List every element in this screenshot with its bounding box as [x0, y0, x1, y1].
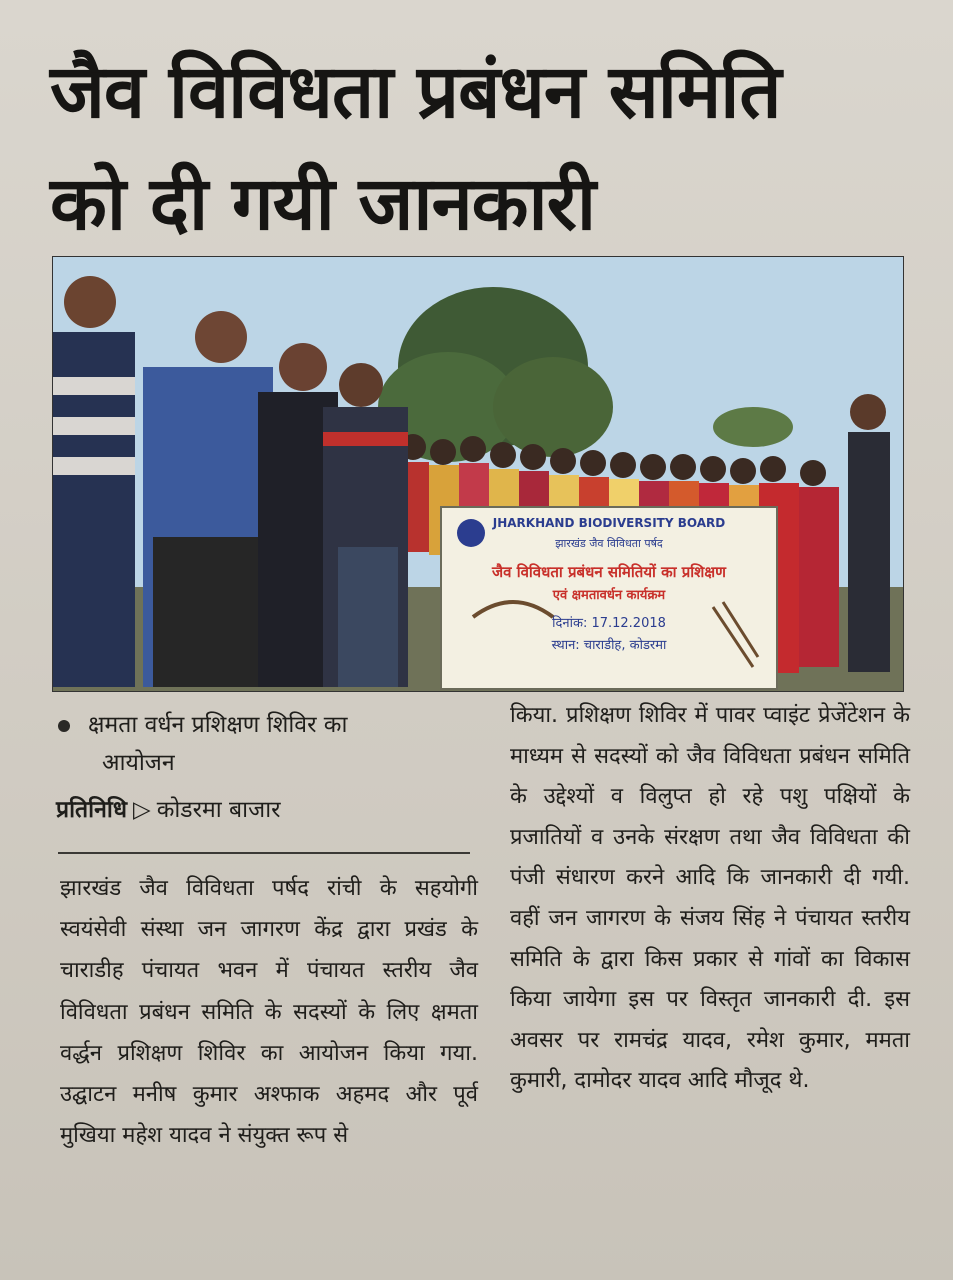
byline-author: प्रतिनिधि [56, 797, 127, 823]
caption-line-1: क्षमता वर्धन प्रशिक्षण शिविर का [88, 712, 348, 738]
article-text-right: किया. प्रशिक्षण शिविर में पावर प्वाइंट प्रेजेंटेशन के माध्यम से सदस्यों को जैव विविधता प्रबंधन समिति के उद्देश्यों व विलुप्त हो रहे पशु पक्षियों के प्रजातियों व उनके संरक्षण तथा जैव विविधता की पंजी संधारण करने आदि कि जानकारी दी गयी. वहीं जन जागरण के संजय सिंह ने पंचायत स्तरीय समिति के द्वारा किस प्रकार से गांवों का विकास किया जायेगा इस पर विस्तृत जानकारी दी. इस अवसर पर रामचंद्र यादव, रमेश कुमार, ममता कुमारी, दामोदर यादव आदि मौजूद थे. [510, 703, 910, 1094]
caption-line-2: आयोजन [102, 750, 175, 776]
banner-line-6: स्थान: चाराडीह, कोडरमा [551, 638, 667, 653]
event-banner [441, 507, 777, 689]
banner-line-1: JHARKHAND BIODIVERSITY BOARD [492, 516, 726, 530]
headline [50, 36, 910, 260]
divider [58, 852, 470, 854]
triangle-right-icon: ▷ [132, 797, 151, 823]
banner-line-5: दिनांक: 17.12.2018 [552, 616, 666, 631]
article-text-left: झारखंड जैव विविधता पर्षद रांची के सहयोगी स्वयंसेवी संस्था जन जागरण केंद्र द्वारा प्रखंड के चाराडीह पंचायत भवन में पंचायत स्तरीय जैव विविधता प्रबंधन समिति के सदस्यों के लिए क्षमता वर्द्धन प्रशिक्षण शिविर का आयोजन किया गया. उद्घाटन मनीष कुमार अश्फाक अहमद और पूर्व मुखिया महेश यादव ने संयुक्त रूप से [60, 876, 478, 1149]
byline [56, 792, 281, 824]
banner-line-4: एवं क्षमतावर्धन कार्यक्रम [552, 588, 666, 603]
headline-line-2: को दी गयी जानकारी [50, 161, 596, 247]
bullet-icon [58, 720, 70, 732]
group-photo-illustration [53, 257, 903, 691]
banner-line-3: जैव विविधता प्रबंधन समितियों का प्रशिक्षण [492, 563, 726, 581]
banner-line-2: झारखंड जैव विविधता पर्षद [555, 537, 663, 550]
article-column-left [60, 868, 478, 1156]
photo-caption [58, 706, 478, 782]
byline-place: कोडरमा बाजार [156, 797, 281, 823]
article-column-right [510, 696, 910, 1102]
news-photo [52, 256, 904, 692]
headline-line-1: जैव विविधता प्रबंधन समिति [50, 49, 781, 135]
